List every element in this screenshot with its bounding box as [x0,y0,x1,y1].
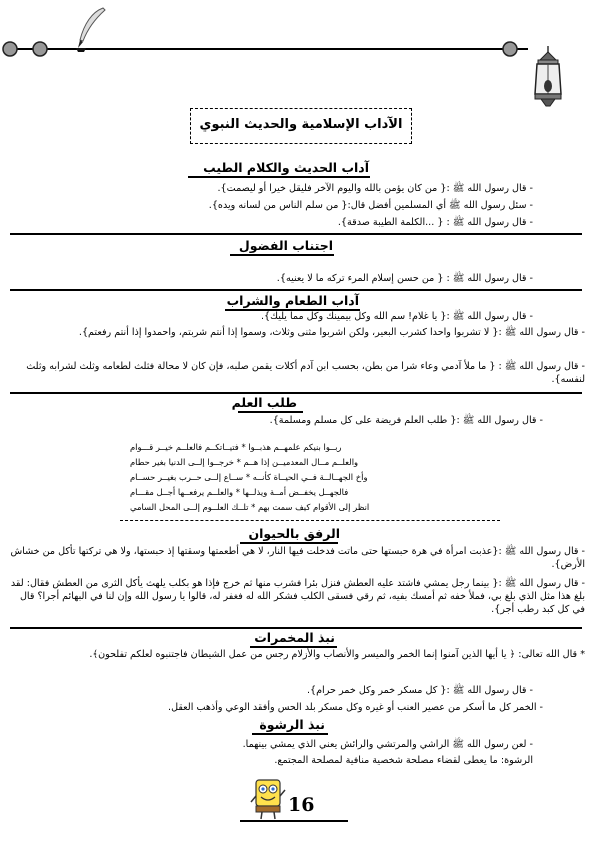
page-title: الآداب الإسلامية والحديث النبوي [199,117,403,132]
definition-line: - الخمر كل ما أسكر من عصير العنب أو غيره وكل مسكر بلد الحس وأفقد الوعي وأذهب العقل. [168,702,543,713]
section-divider [10,233,582,235]
section-heading: طلب العلم [231,395,297,410]
hadith-line: - قال رسول الله ﷺ :{ لا تشربوا واحدا كشرب البعير، ولكن اشربوا مثنى وثلاث، وسموا إذا أنتم شربتم، واحمدوا إذا أنتم رفعتم}. [78,327,585,338]
quill-pen-icon [70,6,110,52]
top-rule-right-ornament-icon [500,40,520,58]
section-underline [240,542,338,544]
section-heading: آداب الطعام والشراب [226,293,359,308]
hadith-line: - قال رسول الله ﷺ :{ طلب العلم فريضة على كل مسلم ومسلمة}. [269,415,543,426]
top-rule-mid-ornament-icon [30,40,50,58]
section-divider [10,392,582,394]
hadith-line: - لعن رسول الله ﷺ الراشي والمرتشي والرائش يعني الذي يمشي بينهما. [242,739,533,750]
definition-line: الرشوة: ما يعطى لقضاء مصلحة شخصية منافية لمصلحة المجتمع. [274,755,533,766]
section-divider [10,289,582,291]
cartoon-sponge-icon [250,776,286,822]
hadith-line: - قال رسول الله ﷺ :{ من كان يؤمن بالله واليوم الآخر فليقل خيرا أو ليصمت}. [217,183,533,194]
poem-line: وأخ الجهــالــة فــي الحيــاة كأنــه * ســاع إلــى حــرب بغيــر حســام [130,472,368,482]
section-heading: نبذ المخمرات [254,630,335,645]
section-underline [230,254,334,256]
hadith-line: - قال رسول الله ﷺ : { من حسن إسلام المرء تركه ما لا يعنيه}. [276,273,533,284]
poem-line: والعلــم مــال المعدميــن إذا هــم * خرجــوا إلــى الدنيا بغير حطام [130,457,359,467]
hadith-line: - قال رسول الله ﷺ : { ...الكلمة الطيبة صدقة}. [337,217,533,228]
hadith-line: - سئل رسول الله ﷺ أي المسلمين أفضل قال:{ من سلم الناس من لسانه ويده}. [208,200,533,211]
hadith-line: - قال رسول الله ﷺ : { ما ملأ آدمي وعاء شرا من بطن، بحسب ابن آدم أكلات يقمن صلبه، فإن كان لا محالة فثلث لطعامه وثلث لشرابه وثلث لنفسه}. [26,361,585,385]
poem-line: فالجهــل يخفــض أمــة ويذلــها * والعلــم يرفعــها أجــل مقـــام [130,487,349,497]
dashed-separator [120,520,500,521]
footer-rule [240,820,348,822]
hadith-line: - قال رسول الله ﷺ :{عذبت امرأة في هرة حبستها حتى ماتت فدخلت فيها النار، لا هي أطعمتها وسقتها إذ حبستها، ولا هي تركتها تأكل من خشاش الأرض}. [10,546,585,570]
section-divider [10,627,582,629]
section-heading: اجتناب الفضول [238,238,333,253]
section-heading: الرفق بالحيوان [248,526,340,541]
verse-line: * قال الله تعالى: ﴿ يا أيها الذين آمنوا إنما الخمر والميسر والأنصاب والأزلام رجس من عمل الشيطان فاجتنبوه لعلكم تفلحون﴾. [89,649,585,660]
hadith-line: - قال رسول الله ﷺ :{ يا غلام! سم الله وكل بيمينك وكل مما يليك}. [260,311,533,322]
poem-line: ربــوا بنيكم علمهــم هذبــوا * فتيــاتكــم فالعلــم خيــر قـــوام [130,442,342,452]
top-rule-end-ornament-icon [0,40,24,58]
section-underline [238,411,303,413]
section-underline [188,176,370,178]
hadith-line: - قال رسول الله ﷺ :{ بينما رجل يمشي فاشتد عليه العطش فنزل بئرا فشرب منها ثم خرج فإذا هو بكلب يلهث يأكل الثرى من العطش فقال: لقد بلغ هذا مثل الذي بلغ بي، فملأ خفه ثم أمسك بفيه، ثم رقي فسقى الكلب فشكر الله له فغفر له، قالوا يا رسول الله وإن لنا في البهائم أجرا؟ قال في كل كبد رطب أجر}. [10,578,585,615]
lantern-icon [528,46,568,112]
section-underline [252,733,328,735]
page-number: 16 [288,794,315,816]
section-heading: نبذ الرشوة [259,717,325,732]
poem-line: انظر إلى الأقوام كيف سمت بهم * تلــك العلــوم إلــى المحل السامي [130,502,370,512]
section-heading: آداب الحديث والكلام الطيب [203,160,369,175]
hadith-line: - قال رسول الله ﷺ :{ كل مسكر خمر وكل خمر حرام}. [306,685,533,696]
